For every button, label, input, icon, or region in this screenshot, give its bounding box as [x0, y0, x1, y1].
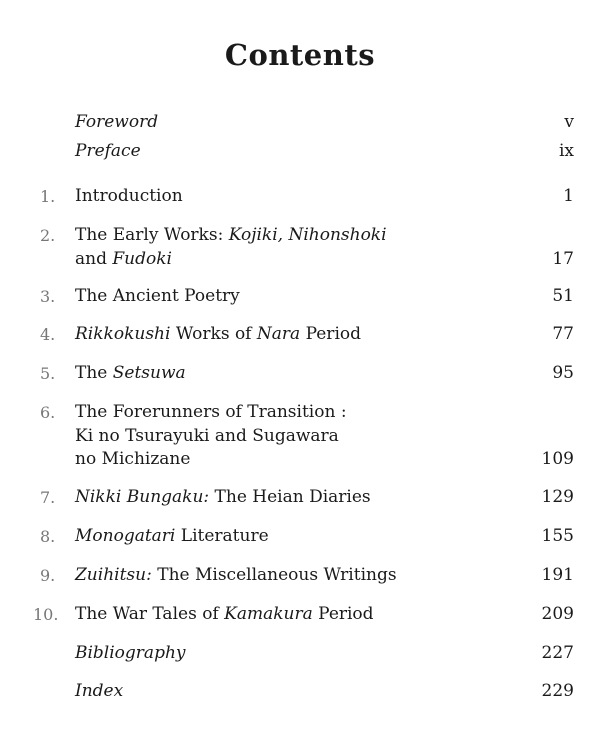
- title-segment: Monogatari: [75, 526, 176, 546]
- title-segment: Fudoki: [112, 248, 172, 269]
- title-line: [75, 525, 475, 549]
- page-number: v: [564, 112, 574, 132]
- title-segment: Bibliography: [75, 643, 186, 663]
- page-number: 155: [541, 526, 574, 546]
- page-number: 1: [563, 186, 574, 206]
- title-line: [75, 680, 475, 704]
- entry-title: [75, 185, 475, 209]
- chapter-number: 7.: [40, 488, 56, 507]
- title-segment: Zuihitsu:: [75, 565, 152, 585]
- title-segment: Period: [300, 324, 361, 344]
- title-segment: Nara: [256, 324, 301, 344]
- page-number: 51: [552, 286, 574, 306]
- entry-title: [75, 564, 475, 588]
- title-segment: The Ancient Poetry: [75, 286, 240, 306]
- page-number: 227: [541, 643, 574, 663]
- page-number: 95: [552, 363, 574, 383]
- title-segment: The Heian Diaries: [209, 487, 371, 507]
- title-segment: Preface: [75, 141, 141, 161]
- title-line: [75, 486, 475, 510]
- page-number: 109: [541, 449, 574, 469]
- title-segment: The Early Works:: [75, 225, 229, 245]
- title-segment: Introduction: [75, 186, 183, 206]
- title-segment: Kojiki, Nihonshoki: [228, 225, 387, 245]
- title-line: [75, 140, 475, 164]
- page-number: 17: [552, 248, 574, 269]
- page-number: 191: [541, 565, 574, 585]
- chapter-number: 9.: [40, 566, 56, 585]
- title-line: [75, 285, 475, 309]
- title-segment: Works of: [170, 324, 257, 344]
- title-segment: Literature: [175, 526, 269, 546]
- chapter-number: 5.: [40, 364, 56, 383]
- entry-title: [75, 362, 475, 386]
- page-title: Contents: [224, 38, 376, 72]
- title-segment: and: [75, 248, 113, 269]
- entry-title: [75, 285, 475, 309]
- chapter-number: 1.: [40, 187, 56, 206]
- title-line: [75, 248, 475, 272]
- entry-title: [75, 525, 475, 549]
- entry-title: [75, 323, 475, 347]
- chapter-number: 2.: [40, 226, 56, 245]
- entry-title: [75, 603, 475, 627]
- title-segment: The War Tales of: [75, 604, 225, 624]
- title-segment: Kamakura: [224, 604, 313, 624]
- title-line: [75, 185, 475, 209]
- title-line: [75, 401, 475, 425]
- entry-title: [75, 642, 475, 666]
- title-line: [75, 564, 475, 588]
- title-segment: Rikkokushi: [75, 324, 171, 344]
- chapter-number: 10.: [33, 605, 59, 624]
- title-line: [75, 425, 475, 449]
- page-number: ix: [558, 141, 574, 161]
- entry-title: [75, 486, 475, 510]
- title-segment: Nikki Bungaku:: [75, 487, 210, 507]
- title-segment: The: [75, 363, 113, 383]
- title-line: [75, 362, 475, 386]
- entry-title: [75, 401, 475, 472]
- title-line: [75, 224, 475, 248]
- entry-title: [75, 140, 475, 164]
- page-number: 229: [541, 681, 574, 701]
- title-line: [75, 111, 475, 135]
- entry-title: [75, 111, 475, 135]
- entry-title: [75, 680, 475, 704]
- title-segment: no Michizane: [75, 449, 191, 469]
- title-segment: Setsuwa: [112, 363, 186, 383]
- title-segment: The Miscellaneous Writings: [151, 565, 397, 585]
- chapter-number: 4.: [40, 325, 56, 344]
- page-number: 129: [541, 487, 574, 507]
- title-line: [75, 448, 475, 472]
- page-number: 209: [541, 604, 574, 624]
- title-segment: Period: [312, 604, 374, 624]
- page-number: 77: [552, 324, 574, 344]
- entry-title: [75, 224, 475, 271]
- title-segment: Index: [75, 681, 124, 701]
- title-line: [75, 603, 475, 627]
- title-line: [75, 642, 475, 666]
- title-segment: The Forerunners of Transition :: [75, 402, 347, 422]
- chapter-number: 6.: [40, 403, 56, 422]
- title-segment: Foreword: [75, 112, 159, 132]
- title-segment: Ki no Tsurayuki and Sugawara: [75, 425, 339, 446]
- chapter-number: 8.: [40, 527, 56, 546]
- title-line: [75, 323, 475, 347]
- chapter-number: 3.: [40, 287, 56, 306]
